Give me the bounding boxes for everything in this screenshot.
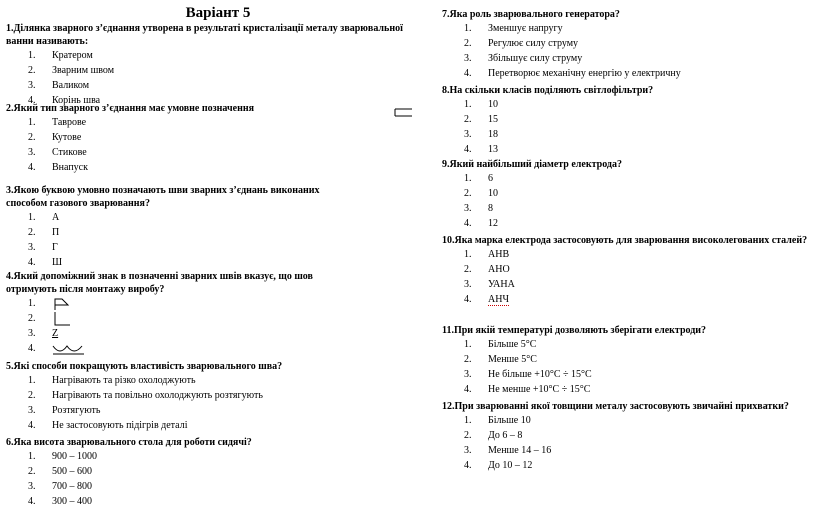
option: 1. АНВ (464, 249, 510, 260)
option: 3. УАНА (464, 279, 515, 290)
option: 2. АНО (464, 264, 510, 275)
option: 1. Більше 5°С (464, 339, 537, 350)
option: 1. Нагрівають та різко охолоджують (28, 375, 196, 386)
question-1 (6, 22, 416, 108)
option: 2. П (28, 227, 60, 238)
option: 3. Г (28, 242, 58, 253)
question-11 (442, 324, 818, 397)
question-text: 7.Яка роль зварювального генератора? (442, 9, 620, 20)
option: 4. Внапуск (28, 162, 88, 173)
option: 2. Нагрівають та повільно охолоджують розтягують (28, 390, 263, 401)
option: 2. Менше 5°С (464, 354, 537, 365)
option: 4. 13 (464, 144, 498, 155)
option: 3. Стикове (28, 147, 87, 158)
question-text: 4.Який допоміжний знак в позначенні зварних швів вказує, що шов отримують після монтажу виробу? (6, 271, 313, 295)
option: 4. До 10 – 12 (464, 460, 533, 471)
option: 3. Не більше +10°С ÷ 15°С (464, 369, 592, 380)
option: 1. 10 (464, 99, 498, 110)
corner-symbol (52, 312, 72, 326)
question-2 (6, 102, 416, 175)
question-text: 8.На скільки класів поділяють світлофільтри? (442, 85, 654, 96)
option: 1. Більше 10 (464, 415, 531, 426)
option: 3. Z (28, 328, 59, 339)
option: 1. 6 (464, 173, 493, 184)
question-text: 2.Який тип зварного з’єднання має умовне позначення (6, 103, 255, 114)
option: 3. Розтягують (28, 405, 101, 416)
question-text: 10.Яка марка електрода застосовують для зварювання високолегованих сталей? (442, 235, 808, 246)
option: 1. Таврове (28, 117, 87, 128)
variant-title: Варіант 5 (185, 5, 251, 21)
question-3 (6, 184, 346, 270)
option: 2. 10 (464, 188, 498, 199)
option: 3. Менше 14 – 16 (464, 445, 552, 456)
flag-symbol (52, 297, 72, 311)
question-text: 5.Які способи покращують властивість зварювального шва? (6, 361, 283, 372)
option: 4. Не застосовують підігрів деталі (28, 420, 188, 431)
option: 3. Валиком (28, 80, 90, 91)
option: 1. Зменшує напругу (464, 23, 563, 34)
option: 4. 300 – 400 (28, 496, 92, 507)
option: 2. Регулює силу струму (464, 38, 579, 49)
option: 3. 18 (464, 129, 498, 140)
option: 1. 900 – 1000 (28, 451, 97, 462)
question-4 (6, 270, 366, 356)
question-10 (442, 234, 818, 307)
question-text: 11.При якій температурі дозволяють зберігати електроди? (442, 325, 707, 336)
option: 2. 500 – 600 (28, 466, 92, 477)
question-5 (6, 360, 416, 433)
option: 3. 8 (464, 203, 493, 214)
option: 4. 12 (464, 218, 498, 229)
question-text: 3.Якою буквою умовно позначають шви зварних з’єднань виконаних способом газового зварювання? (6, 185, 320, 209)
question-7 (442, 8, 818, 81)
question-6 (6, 436, 416, 509)
option: 1. А (28, 212, 60, 223)
option: 1. Кратером (28, 50, 93, 61)
question-text: 12.При зварюванні якої товщини металу застосовують звичайні прихватки? (442, 401, 789, 412)
option: 2. Зварним швом (28, 65, 115, 76)
question-text: 1.Ділянка зварного з’єднання утворена в результаті кристалізації металу зварювальної ванни називають: (6, 23, 403, 47)
option: 4. Корінь шва (28, 95, 101, 106)
option: 1. (6, 296, 366, 311)
question-text: 6.Яка висота зварювального стола для роботи сидячі? (6, 437, 252, 448)
question-text: 9.Який найбільший діаметр електрода? (442, 159, 622, 170)
option: 4. АНЧ (464, 294, 509, 305)
question-9 (442, 158, 818, 231)
option: 2. 15 (464, 114, 498, 125)
convex-weld-symbol (52, 342, 86, 356)
option: 3. 700 – 800 (28, 481, 92, 492)
question-12 (442, 400, 818, 473)
option: 2. До 6 – 8 (464, 430, 523, 441)
option: 4. Не менше +10°С ÷ 15°С (464, 384, 591, 395)
option: 3. Збільшує силу струму (464, 53, 583, 64)
option: 4. Перетворює механічну енергію у електричну (464, 68, 681, 79)
option: 2. Кутове (28, 132, 82, 143)
option: 2. (6, 311, 366, 326)
question-8 (442, 84, 818, 157)
option: 4. (6, 341, 366, 356)
option: 4. Ш (28, 257, 63, 268)
